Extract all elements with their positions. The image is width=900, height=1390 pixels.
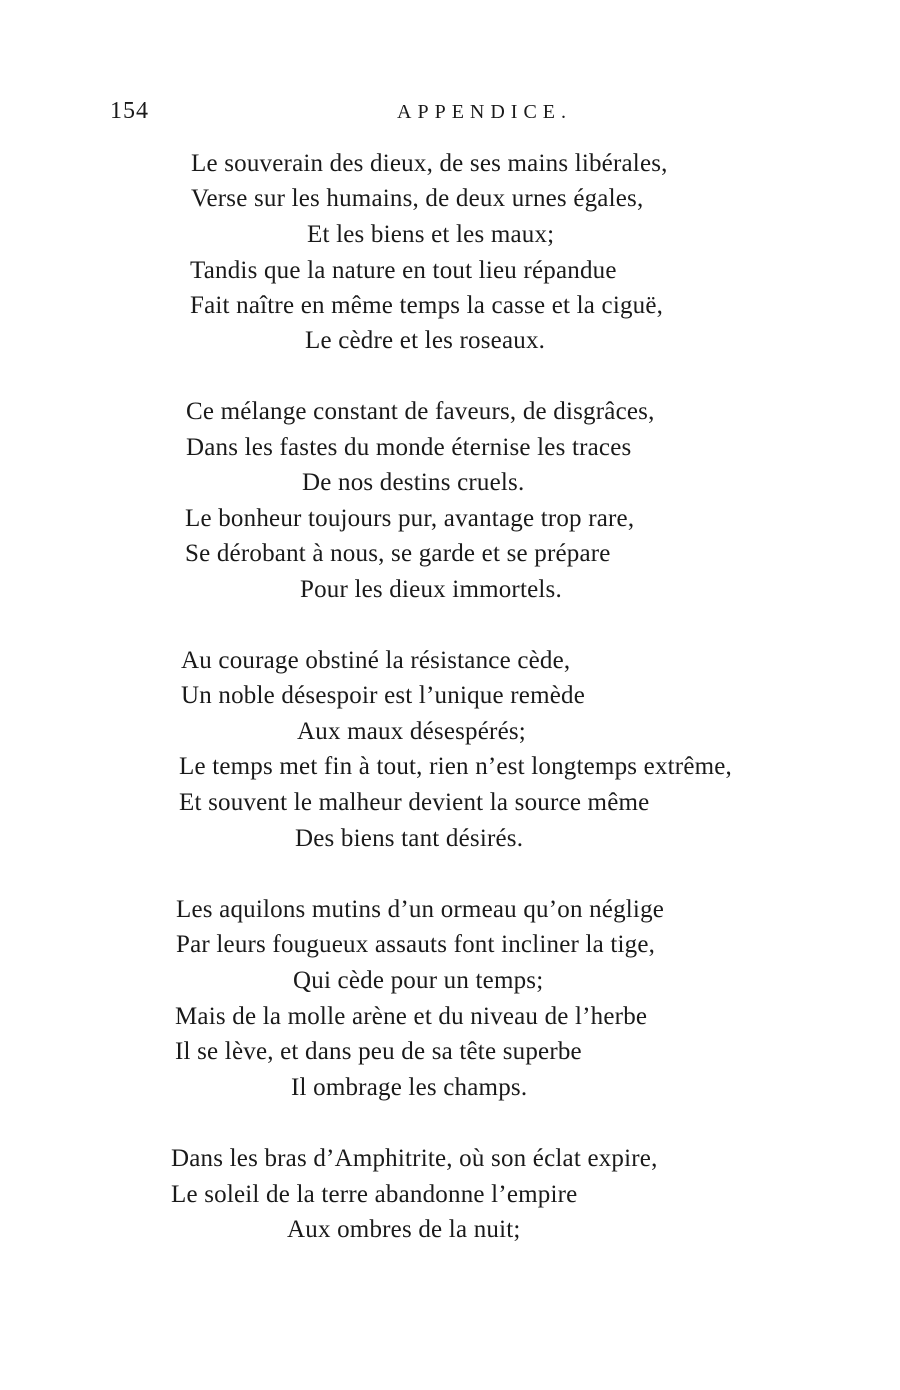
poem-line: Mais de la molle arène et du niveau de l’herbe <box>175 1003 648 1030</box>
poem-line: Se dérobant à nous, se garde et se prépare <box>185 540 611 567</box>
poem-line: Un noble désespoir est l’unique remède <box>181 682 586 709</box>
page-number: 154 <box>110 98 149 124</box>
poem-line: Dans les bras d’Amphitrite, où son éclat expire, <box>171 1145 658 1172</box>
poem-line: Verse sur les humains, de deux urnes égales, <box>191 185 644 212</box>
poem-line: De nos destins cruels. <box>302 469 525 496</box>
poem-line: Ce mélange constant de faveurs, de disgrâces, <box>186 398 655 425</box>
poem-line: Tandis que la nature en tout lieu répandue <box>190 257 617 284</box>
poem-line: Le bonheur toujours pur, avantage trop rare, <box>185 505 635 532</box>
poem-line: Aux maux désespérés; <box>297 718 526 745</box>
poem-line: Dans les fastes du monde éternise les traces <box>186 434 632 461</box>
poem-line: Aux ombres de la nuit; <box>287 1216 521 1243</box>
poem-line: Des biens tant désirés. <box>295 825 524 852</box>
poem-line: Le cèdre et les roseaux. <box>305 327 546 354</box>
poem-line: Il ombrage les champs. <box>291 1074 528 1101</box>
poem-line: Qui cède pour un temps; <box>293 967 544 994</box>
poem-line: Les aquilons mutins d’un ormeau qu’on néglige <box>176 896 665 923</box>
poem-line: Il se lève, et dans peu de sa tête superbe <box>175 1038 582 1065</box>
poem-line: Par leurs fougueux assauts font incliner la tige, <box>176 931 656 958</box>
poem-line: Le soleil de la terre abandonne l’empire <box>171 1181 578 1208</box>
poem-line: Au courage obstiné la résistance cède, <box>181 647 571 674</box>
poem-line: Et souvent le malheur devient la source même <box>179 789 650 816</box>
poem-line: Fait naître en même temps la casse et la ciguë, <box>190 292 664 319</box>
running-title: APPENDICE. <box>397 101 573 123</box>
poem-line: Et les biens et les maux; <box>307 221 555 248</box>
poem-line: Le souverain des dieux, de ses mains libérales, <box>191 150 668 177</box>
poem-line: Pour les dieux immortels. <box>300 576 562 603</box>
poem-line: Le temps met fin à tout, rien n’est longtemps extrême, <box>179 753 733 780</box>
